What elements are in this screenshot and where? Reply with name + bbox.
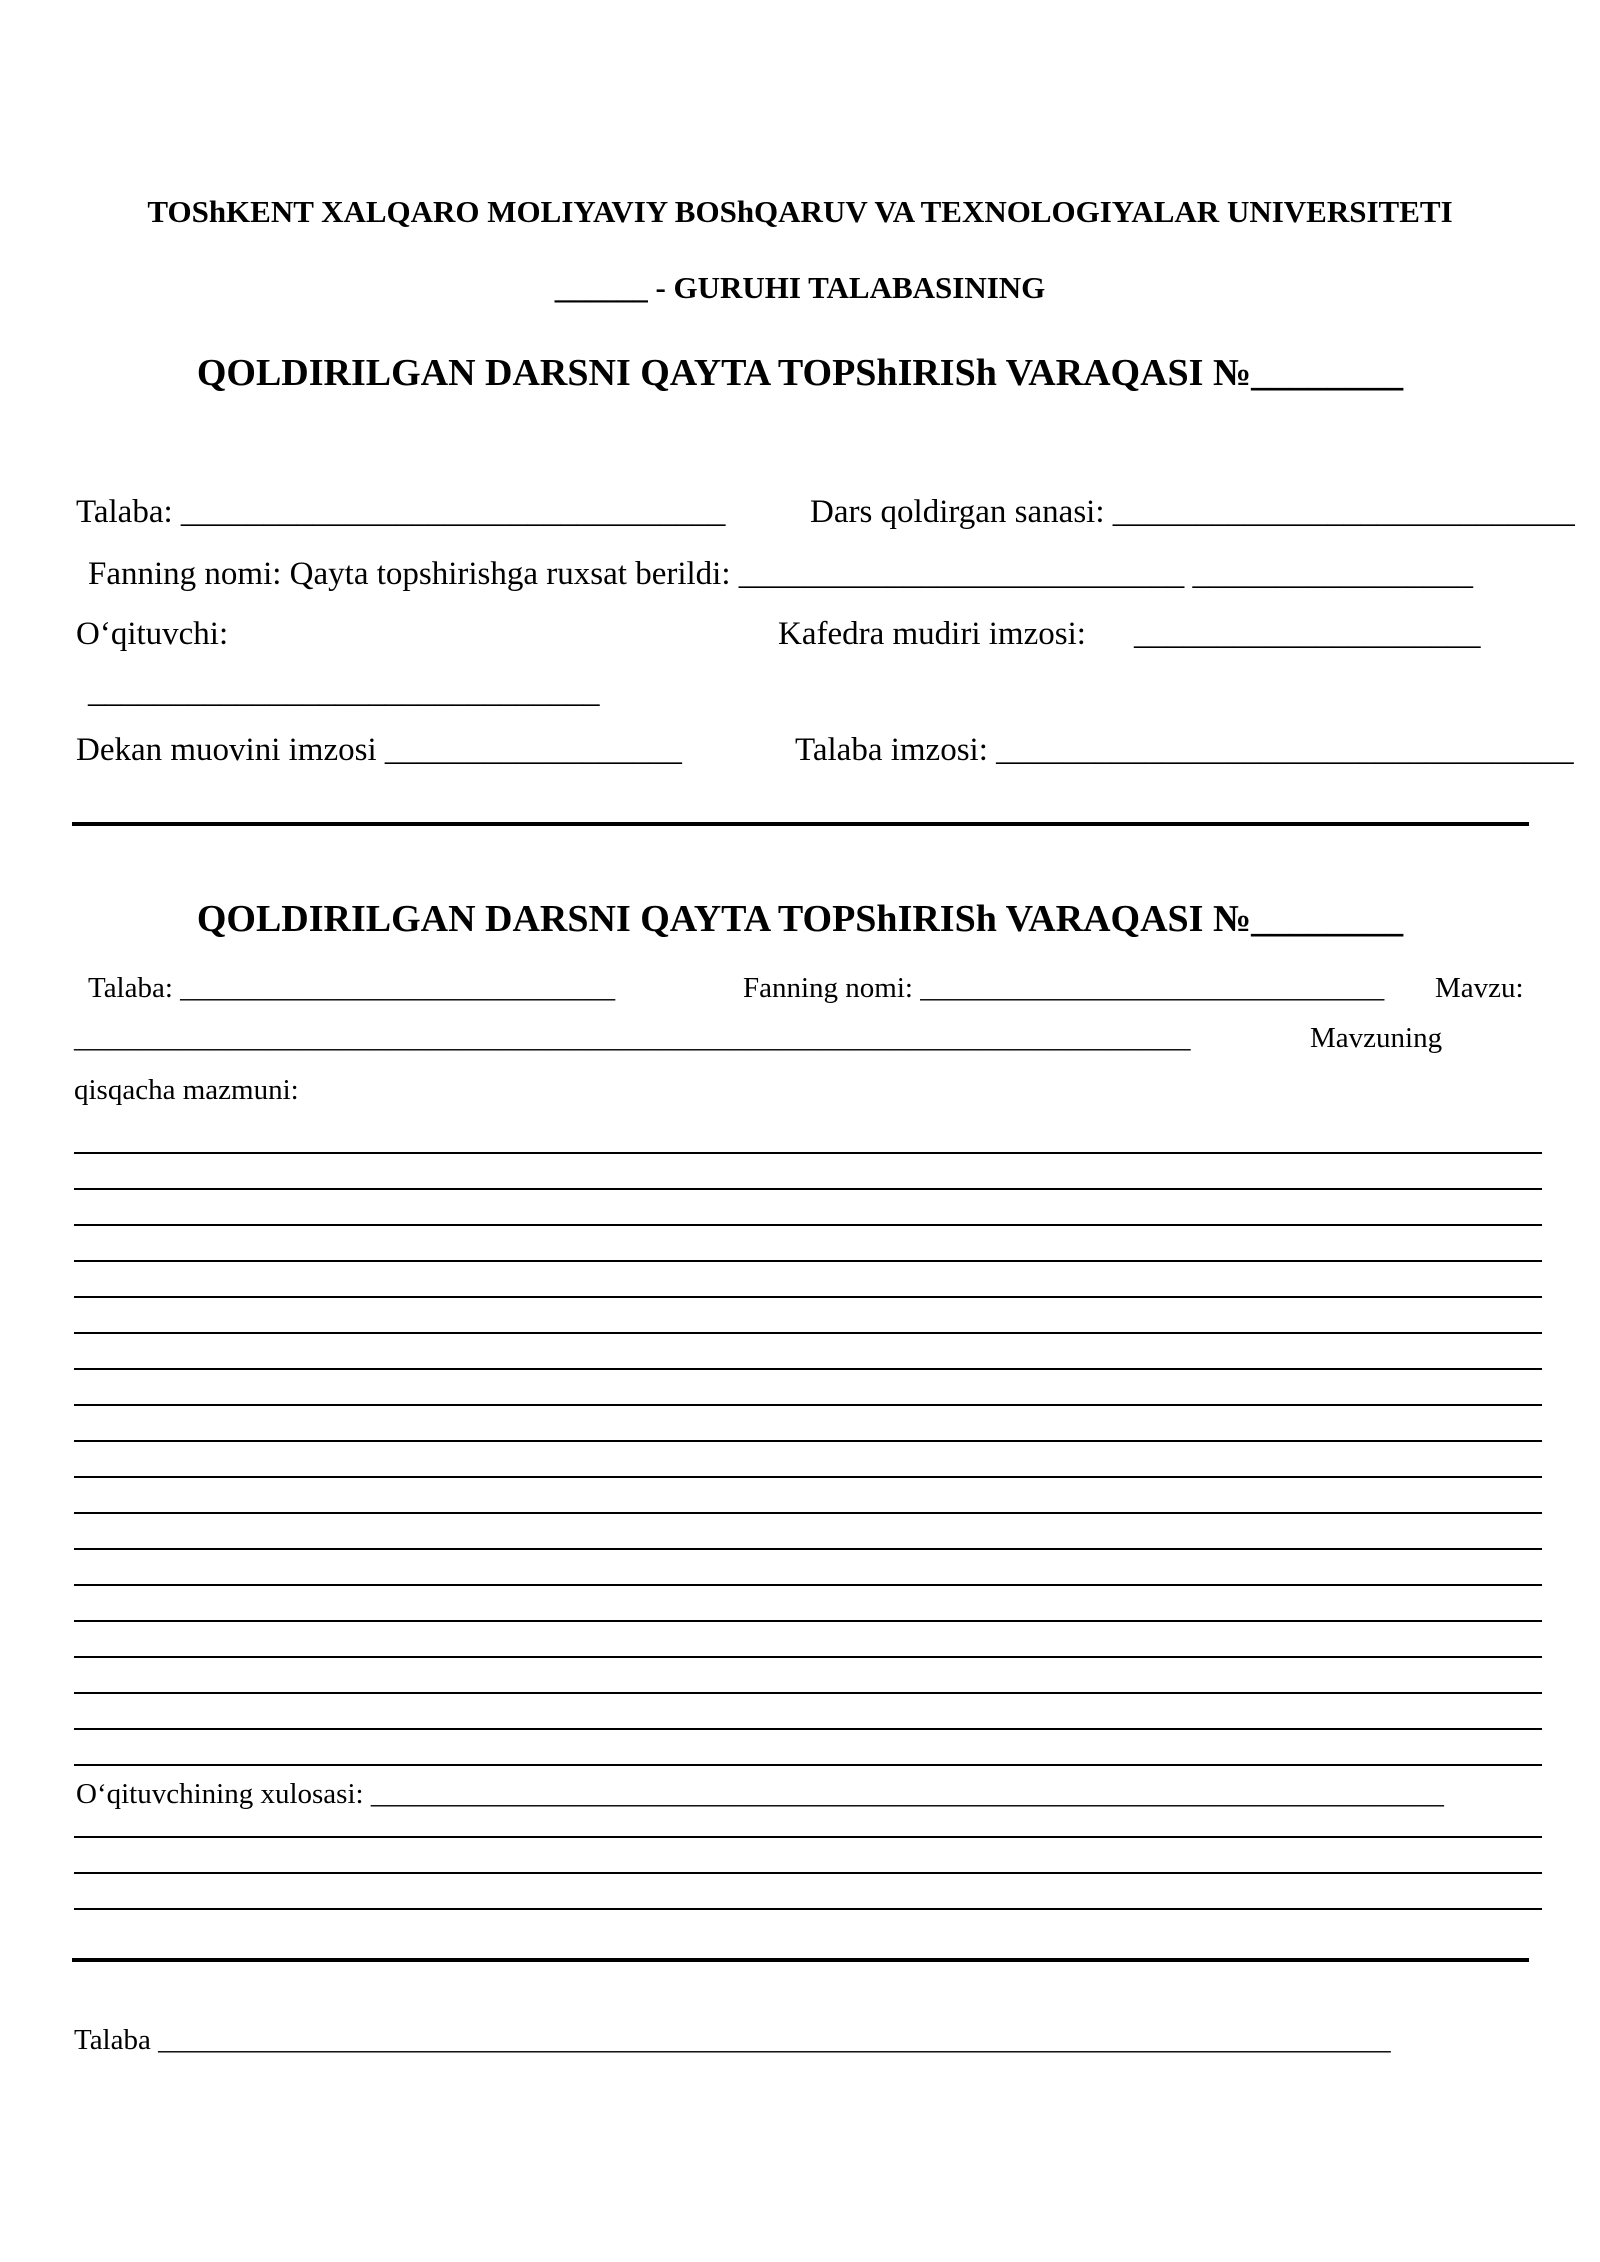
writing-line — [74, 1332, 1542, 1334]
writing-line — [74, 1224, 1542, 1226]
writing-line — [74, 1152, 1542, 1154]
writing-line — [74, 1260, 1542, 1262]
conclusion-line — [74, 1836, 1542, 1838]
teacher-name-blank: _______________________________ — [88, 674, 600, 710]
conclusion-line — [74, 1872, 1542, 1874]
deputy-dean-signature-field: Dekan muovini imzosi __________________ — [76, 732, 682, 768]
dept-head-signature-blank: _____________________ — [1134, 616, 1481, 652]
topic-summary-label-cont: qisqacha mazmuni: — [74, 1074, 299, 1106]
section-divider — [72, 822, 1529, 826]
topic-label: Mavzu: — [1435, 972, 1524, 1004]
missed-date-field: Dars qoldirgan sanasi: ____________________________ — [810, 494, 1575, 530]
teacher-conclusion-field: O‘qituvchining xulosasi: __________________________________________________________________________ — [76, 1778, 1444, 1810]
student-signature-field: Talaba imzosi: ___________________________________ — [795, 732, 1574, 768]
writing-line — [74, 1584, 1542, 1586]
writing-line — [74, 1476, 1542, 1478]
group-line: ______ - GURUHI TALABASINING — [554, 270, 1046, 305]
writing-line — [74, 1548, 1542, 1550]
subject-field: Fanning nomi: ________________________________ — [743, 972, 1385, 1004]
topic-blank: _____________________________________________________________________________ — [74, 1022, 1191, 1054]
subject-permission-field: Fanning nomi: Qayta topshirishga ruxsat berildi: ___________________________ _________________ — [88, 556, 1474, 592]
form-title-2: QOLDIRILGAN DARSNI QAYTA TOPShIRISh VARAQASI №________ — [196, 898, 1404, 940]
section-divider — [72, 1958, 1529, 1962]
footer-student-field: Talaba _____________________________________________________________________________________ — [74, 2024, 1391, 2056]
dept-head-signature-label: Kafedra mudiri imzosi: — [778, 616, 1086, 652]
writing-line — [74, 1656, 1542, 1658]
teacher-label: O‘qituvchi: — [76, 616, 229, 652]
writing-line — [74, 1440, 1542, 1442]
writing-line — [74, 1188, 1542, 1190]
writing-line — [74, 1728, 1542, 1730]
writing-line — [74, 1512, 1542, 1514]
writing-line — [74, 1296, 1542, 1298]
conclusion-line — [74, 1908, 1542, 1910]
student-field-2: Talaba: ______________________________ — [88, 972, 616, 1004]
topic-summary-label: Mavzuning — [1310, 1022, 1443, 1054]
form-title-1: QOLDIRILGAN DARSNI QAYTA TOPShIRISh VARAQASI №________ — [196, 352, 1404, 394]
writing-line — [74, 1620, 1542, 1622]
university-name: TOShKENT XALQARO MOLIYAVIY BOShQARUV VA TEXNOLOGIYALAR UNIVERSITETI — [147, 194, 1453, 229]
student-field: Talaba: _________________________________ — [76, 494, 726, 530]
writing-line — [74, 1764, 1542, 1766]
writing-line — [74, 1692, 1542, 1694]
writing-line — [74, 1368, 1542, 1370]
writing-line — [74, 1404, 1542, 1406]
